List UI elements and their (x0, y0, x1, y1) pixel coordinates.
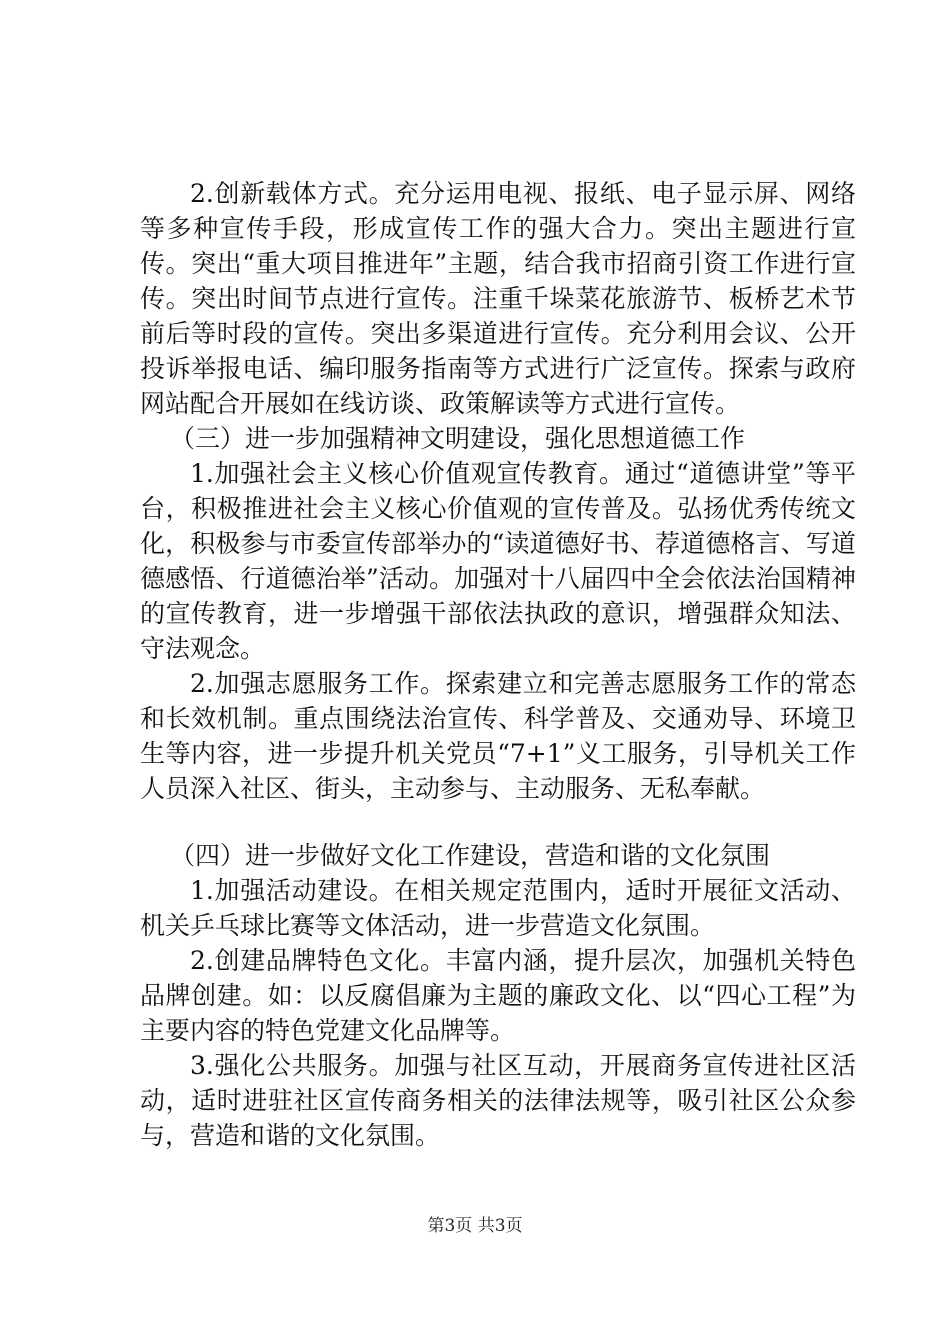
document-body (140, 176, 856, 1153)
paragraph-activities: 1.加强活动建设。在相关规定范围内，适时开展征文活动、机关乒乓球比赛等文体活动，进一步营造文化氛围。 (140, 876, 856, 940)
paragraph-public-service: 3.强化公共服务。加强与社区互动，开展商务宣传进社区活动，适时进驻社区宣传商务相关的法律法规等，吸引社区公众参与，营造和谐的文化氛围。 (140, 1051, 856, 1150)
paragraph-core-values: 1.加强社会主义核心价值观宣传教育。通过“道德讲堂”等平台，积极推进社会主义核心价值观的宣传普及。弘扬优秀传统文化，积极参与市委宣传部举办的“读道德好书、荐道德格言、写道德感悟、行道德治举”活动。加强对十八届四中全会依法治国精神的宣传教育，进一步增强干部依法执政的意识，增强群众知法、守法观念。 (140, 459, 856, 663)
paragraph-brand-culture: 2.创建品牌特色文化。丰富内涵，提升层次，加强机关特色品牌创建。如：以反腐倡廉为主题的廉政文化、以“四心工程”为主要内容的特色党建文化品牌等。 (140, 946, 856, 1045)
section-heading-4: （四）进一步做好文化工作建设，营造和谐的文化氛围 (170, 841, 771, 870)
paragraph-spacer (140, 806, 856, 838)
paragraph-volunteer-service: 2.加强志愿服务工作。探索建立和完善志愿服务工作的常态和长效机制。重点围绕法治宣传、科学普及、交通劝导、环境卫生等内容，进一步提升机关党员“7+1”义工服务，引导机关工作人员深入社区、街头，主动参与、主动服务、无私奉献。 (140, 669, 856, 803)
page-footer: 第3页 共3页 (427, 1216, 523, 1236)
paragraph-innovate-carriers: 2.创新载体方式。充分运用电视、报纸、电子显示屏、网络等多种宣传手段，形成宣传工作的强大合力。突出主题进行宣传。突出“重大项目推进年”主题，结合我市招商引资工作进行宣传。突出时间节点进行宣传。注重千垛菜花旅游节、板桥艺术节前后等时段的宣传。突出多渠道进行宣传。充分利用会议、公开投诉举报电话、编印服务指南等方式进行广泛宣传。探索与政府网站配合开展如在线访谈、政策解读等方式进行宣传。 (140, 179, 856, 418)
section-heading-3: （三）进一步加强精神文明建设，强化思想道德工作 (170, 424, 746, 453)
